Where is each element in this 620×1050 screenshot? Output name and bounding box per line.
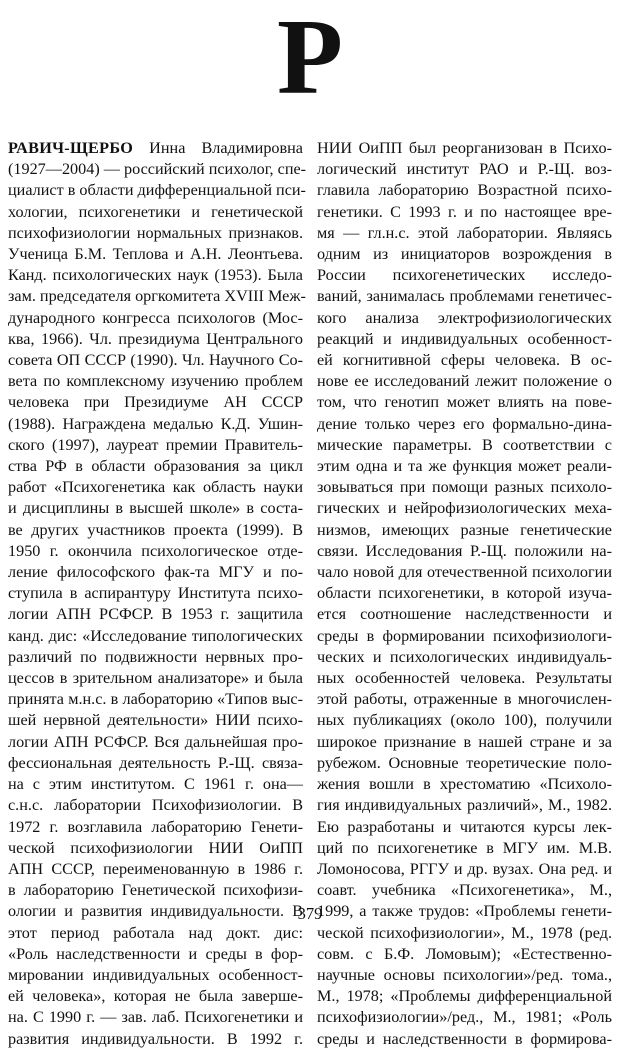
text-line-content: ве других участников проекта (1999). В [8,520,303,539]
text-line-content: психофизиологии нормальных признаков. [8,223,303,242]
text-line-content: логии АПН РСФСР. Вся дальнейшая про- [8,732,303,751]
text-line [317,668,612,689]
text-line-content: кого анализа электрофизиологических [317,308,612,327]
text-line-content: Ученица Б.М. Теплова и А.Н. Леонтьева. [8,245,303,264]
text-line [317,138,612,159]
text-line [317,498,612,519]
text-line-content: том, что генотип может влиять на пове- [317,393,612,412]
text-line-content: ных особенностей человека. Результаты [317,669,612,688]
text-line-content: канд. дис: «Исследование типологических [8,626,303,645]
text-line [8,1007,303,1028]
text-line [8,202,303,223]
text-line-content: различий по подвижности нервных про- [8,647,303,666]
text-line [8,520,303,541]
text-line [317,541,612,562]
text-line-content: дународного конгресса психологов (Мос- [8,308,303,327]
text-line [317,732,612,753]
text-line-content: этот период работала над докт. дис: [8,923,303,942]
text-line [8,604,303,625]
text-line-content: ей человека», которая не была заверше- [8,987,303,1006]
text-line-content: логический институт РАО и Р.-Щ. воз- [317,160,612,179]
entry-headword: РАВИЧ-ЩЕРБО [8,139,134,157]
text-line [8,923,303,944]
text-line-content: вета по комплексному изучению проблем [8,372,303,391]
text-line [317,604,612,625]
text-line-content: ных публикациях (около 100), получили [317,711,612,730]
text-line [8,626,303,647]
text-line [8,286,306,307]
text-line [8,350,303,371]
text-line-content: ций по психогенетике в МГУ им. М.В. [317,838,612,857]
text-line-content: человека при Президиуме АН СССР [8,393,303,412]
text-line [317,350,612,371]
text-line [8,689,303,710]
section-letter: Р [277,0,343,117]
text-line-content: шей нервной деятельности» НИИ психо- [8,711,303,730]
text-line-content: нове ее исследований лежит положение о [317,372,612,391]
text-line [317,329,612,350]
text-line-content: России психогенетических исследо- [317,266,612,285]
text-line-content: дение только через его формально-дина- [317,414,612,433]
text-line [317,583,612,604]
text-line-content: ление философского фак-та МГУ и по- [8,563,303,582]
text-line [317,265,612,286]
text-line [317,202,612,223]
text-line [317,647,612,668]
text-line-content: широкое признание в нашей стране и за [317,732,612,751]
text-line [317,944,612,965]
text-line [317,710,612,731]
text-line-content: фессиональная деятельность Р.-Щ. связа- [8,753,303,772]
text-line-content: соавт. учебника «Психогенетика», М., [317,881,612,900]
text-line-content: среды и наследственности в формирова- [317,1029,612,1048]
text-line-content: развития индивидуальности. В 1992 г. [8,1029,303,1048]
text-line [8,414,303,435]
text-line [317,159,612,180]
text-line-content: 1950 г. окончила психологическое отде- [8,541,303,560]
text-line-content: этим одна и та же функция может реали- [317,457,612,476]
text-line-content: и дисциплины в высшей школе» в соста- [8,499,303,518]
text-line-content: области психогенетики, в которой изуча- [317,584,612,603]
text-line [317,880,612,901]
text-line-content: (1988). Награждена медалью К.Д. Ушин- [8,414,303,433]
text-line-content: ква, 1966). Чл. президиума Центрального [8,329,303,348]
text-line-content: НИИ ОиПП был реорганизован в Психо- [317,139,612,157]
text-line-content: ей когнитивной сферы человека. В ос- [317,351,612,370]
text-line [8,753,303,774]
text-line [8,668,303,689]
text-line [317,477,612,498]
text-line-content: ского (1997), лауреат премии Правитель- [8,435,303,454]
text-line [317,626,612,647]
text-line [8,859,303,880]
text-line [8,498,303,519]
text-line [8,774,303,795]
text-line [8,541,303,562]
text-line [8,838,303,859]
text-line-content: генетики. С 1993 г. и по настоящее вре- [317,202,612,221]
text-line-content: М., 1978; «Проблемы дифференциальной [317,987,612,1006]
text-line [317,753,612,774]
text-line-content: принята м.н.с. в лабораторию «Типов выс- [8,690,303,709]
text-line-content: реакций и индивидуальных особенност- [317,329,612,348]
text-line [8,159,307,180]
text-line [8,965,303,986]
text-line [8,371,303,392]
text-line [8,138,303,159]
text-line [317,392,612,413]
text-line [317,562,612,583]
text-line-content: низмов, имеющих разные генетические [317,520,612,539]
text-line [317,371,612,392]
text-line [8,265,303,286]
text-line-content: на. С 1990 г. — зав. лаб. Психогенетики и [8,1008,303,1027]
text-line [8,477,303,498]
text-line [8,562,303,583]
text-line [317,859,612,880]
text-line-content: жения вошли в хрестоматию «Психоло- [317,775,612,794]
text-line-content: главила лабораторию Возрастной психо- [317,181,612,200]
text-line-content: ческих и психологических индивидуаль- [317,647,612,666]
text-line [317,456,612,477]
text-line [8,392,303,413]
text-line-content: ства РФ в области образования за цикл [8,457,303,476]
text-line [8,986,303,1007]
text-line [8,732,303,753]
text-line [317,795,612,816]
text-line [8,817,303,838]
text-line-content: мя — гл.н.с. этой лаборатории. Являясь [317,223,612,242]
text-line [8,1029,303,1050]
text-line [317,414,612,435]
text-line-content: чало новой для отечественной психологии [317,563,612,582]
text-line [317,1007,612,1028]
text-line [8,583,303,604]
text-line-content: психофизиологии»/ред., М., 1981; «Роль [317,1008,612,1027]
text-line-content: зам. председателя оргкомитета XVIII Меж- [8,287,306,306]
text-line [8,795,303,816]
text-line [8,880,303,901]
text-line-content: рубежом. Основные теоретические поло- [317,753,612,772]
text-line-content: ваний, занималась проблемами генетичес- [317,287,612,306]
text-line-content: 1972 г. возглавила лабораторию Генети- [8,817,303,836]
text-line-content: совм. с Б.Ф. Ломовым); «Естественно- [317,944,612,963]
text-line [317,223,612,244]
text-line [8,456,303,477]
text-line-content: гических и нейрофизиологических меха- [317,499,612,518]
text-line-content: зовываться при помощи разных психоло- [317,478,612,497]
text-line-content: Ею разработаны и читаются курсы лек- [317,817,612,836]
text-line-content: Инна Владимировна [133,139,303,157]
text-line-content: циалист в области дифференциальной пси- [8,181,306,200]
text-line [317,244,612,265]
text-line-content: ческой психофизиологии НИИ ОиПП [8,838,303,857]
text-line [8,435,303,456]
text-line-content: цессов в зрительном анализаторе» и была [8,669,303,688]
text-line [8,180,306,201]
text-line-content: логии АПН РСФСР. В 1953 г. защитила [8,605,303,624]
text-line-content: в лабораторию Генетической психофизи- [8,881,303,900]
text-line [317,180,612,201]
text-line [317,923,612,944]
text-line-content: мировании индивидуальных особенност- [8,965,303,984]
text-line [317,1029,612,1050]
text-line-content: на с этим институтом. С 1961 г. она— [8,775,303,794]
text-line-content: 1999, а также трудов: «Проблемы генети- [317,902,612,921]
text-line-content: ступила в аспирантуру Института психо- [8,584,303,603]
text-line [8,308,303,329]
page-number: 379 [297,904,323,923]
text-line-content: (1927—2004) — российский психолог, спе- [8,160,307,179]
text-line [8,223,303,244]
text-line [8,944,303,965]
text-line-content: научные основы психологии»/ред. тома., [317,965,612,984]
text-line [8,710,303,731]
text-line [317,435,612,456]
text-line [317,838,612,859]
text-line-content: хологии, психогенетики и генетической [8,202,303,221]
text-line-content: Канд. психологических наук (1953). Была [8,266,303,285]
text-line [8,244,303,265]
text-line-content: Ломоносова, РГГУ и др. вузах. Она ред. и [317,859,612,878]
text-line-content: среды в формировании психофизиологи- [317,626,612,645]
text-line-content: «Роль наследственности и среды в фор- [8,944,303,963]
text-line [317,520,612,541]
text-line-content: ологии и развития индивидуальности. В [8,902,303,921]
text-line-content: мические параметры. В соответствии с [317,435,612,454]
text-line-content: ется соотношение наследственности и [317,605,612,624]
text-line-content: гия индивидуальных различий», М., 1982. [317,796,612,815]
text-line [8,647,303,668]
text-line-content: ческой психофизиологии», М., 1978 (ред. [317,923,612,942]
text-line [317,965,612,986]
text-line-content: этой работы, отраженные в многочислен- [317,690,612,709]
text-line-content: одним из инициаторов возрождения в [317,245,612,264]
text-line-content: работ «Психогенетика как область науки [8,478,303,497]
text-line-content: АПН СССР, переименованную в 1986 г. [8,859,303,878]
text-line [317,689,612,710]
text-line-content: с.н.с. лаборатории Психофизиологии. В [8,796,303,815]
text-line-content: связи. Исследования Р.-Щ. положили на- [317,541,612,560]
text-line [317,308,612,329]
text-line [317,986,612,1007]
text-line [317,774,612,795]
text-line [8,329,303,350]
text-line-content: совета ОП СССР (1990). Чл. Научного Со- [8,351,303,370]
text-line [317,817,612,838]
text-line [317,286,612,307]
